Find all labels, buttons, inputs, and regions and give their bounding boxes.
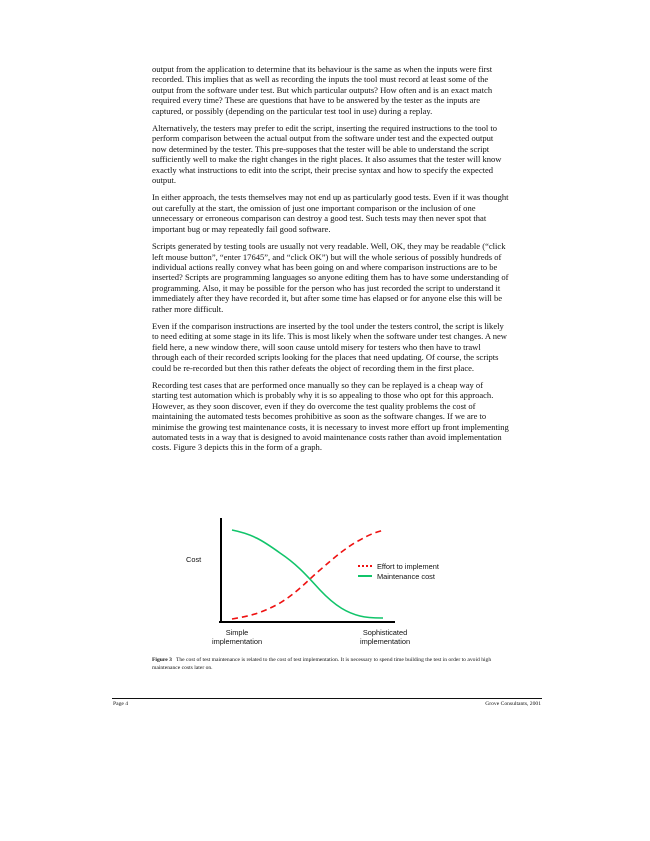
figure-3-chart (180, 515, 480, 655)
x-label-right-line2: implementation (359, 637, 411, 646)
footer-copyright: Grove Consultants, 2001 (485, 701, 541, 707)
page-number: Page 4 (113, 701, 129, 707)
x-label-right-line1: Sophisticated (362, 628, 408, 637)
legend-item-effort (358, 561, 439, 571)
footer-divider (112, 698, 542, 699)
paragraph: In either approach, the tests themselves may not end up as particularly good tests. Even if it was thought out carefully at the start, the omission of just one important comparison or the inclusion of one unnecessary or erroneous comparison can destroy a good test. Such tests may then never spot that important bug or may repeatedly fail good software. (152, 192, 509, 234)
legend-item-maintenance (358, 571, 439, 581)
paragraph: Recording test cases that are performed once manually so they can be replayed is a cheap way of starting test automation which is probably why it is so appealing to those who opt for this approach. However, as they soon discover, even if they do overcome the test quality problems the cost of maintaining the automated tests becomes prohibitive as soon as the software changes. If we are to minimise the growing test maintenance costs, it is necessary to invest more effort up front implementing automated tests in a way that is designed to avoid maintenance costs rather than avoid implementation costs. Figure 3 depicts this in the form of a graph. (152, 379, 509, 453)
caption-text: The cost of test maintenance is related to the cost of test implementation. It is necessary to spend time building the test in order to avoid high maintenance costs later on. (152, 657, 492, 671)
x-label-left-line2: implementation (211, 637, 263, 646)
paragraph: Alternatively, the testers may prefer to edit the script, inserting the required instructions to the tool to perform comparison between the actual output from the software under test and the expected output now determined by the tester. This pre-supposes that the tester will be able to understand the script sufficiently well to make the right changes in the right places. It also assumes that the tester will know exactly what instructions to edit into the script, their precise syntax and how to specify the expected output. (152, 123, 502, 186)
legend-label: Effort to implement (377, 561, 439, 571)
paragraph: Even if the comparison instructions are inserted by the tool under the testers control, the script is likely to need editing at some stage in its life. This is most likely when the software under test changes. A new field here, a new window there, will soon cause untold misery for testers who then have to trawl through each of their recorded scripts looking for the places that need updating. Of course, the scripts could be re-recorded but then this rather defeats the object of recording them in the first place. (152, 320, 507, 373)
paragraph: Scripts generated by testing tools are usually not very readable. Well, OK, they may be readable (“click left mouse button”, “enter 17645”, and “click OK”) but will the whole serious of possibly hundreds of individual actions really convey what has been going on and where comparison instructions are to be inserted? Scripts are programming languages so anyone editing them has to have some understanding of programming. Also, it may be possible for the person who has just recorded the script to understand it immediately after they have recorded it, but after some time has elapsed or for anyone else this will be rather more difficult. (152, 241, 509, 314)
body-text (152, 64, 509, 460)
paragraph: output from the application to determine that its behaviour is the same as when the inputs were first recorded. This implies that as well as recording the inputs the tool must record at least some of the output from the software under test. But which particular outputs? How often and is an exact match required every time? These are questions that have to be answered by the tester as the inputs are captured, or possibly (depending on the particular test tool in use) during a replay. (152, 64, 493, 116)
x-axis-label-left (202, 628, 272, 646)
figure-caption (152, 656, 512, 672)
solid-line-icon (358, 575, 372, 577)
caption-label: Figure 3 (152, 657, 172, 663)
legend-label: Maintenance cost (377, 571, 435, 581)
y-axis-label: Cost (186, 555, 202, 564)
dotted-line-icon (358, 565, 372, 567)
x-label-left-line1: Simple (225, 628, 249, 637)
x-axis-label-right (350, 628, 420, 646)
chart-legend (358, 561, 439, 581)
